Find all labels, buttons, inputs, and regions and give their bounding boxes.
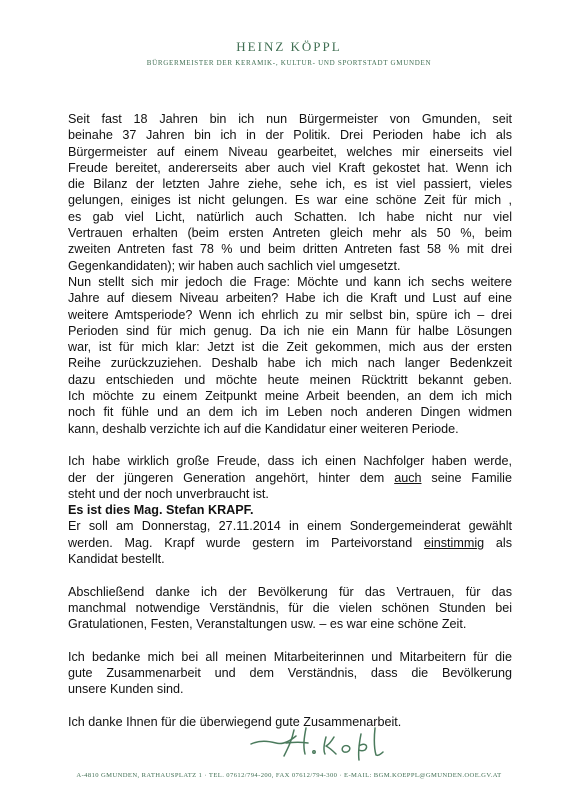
- text-line: Ich möchte zu einem Zeitpunkt meine Arbeit beenden, an dem ich mich: [68, 389, 512, 404]
- text-line: dazu entschieden und möchte heute meinen Rücktritt bekannt geben.: [68, 372, 512, 387]
- text-line: Seit fast 18 Jahren bin ich nun Bürgermeister von Gmunden, seit: [68, 112, 512, 126]
- text-line: Gratulationen, Festen, Veranstaltungen usw. – es war eine schöne Zeit.: [68, 617, 467, 632]
- text-line: Freude bereitet, andererseits aber auch viel Kraft gekostet hat. Wenn ich: [68, 160, 512, 175]
- text-line: die Bilanz der letzten Jahre ziehe, sehe ich, es ist viel passiert, vieles: [68, 177, 512, 192]
- paragraph-5: [68, 649, 512, 698]
- successor-announcement: Es ist dies Mag. Stefan KRAPF.: [68, 503, 254, 518]
- text-line: Ich bedanke mich bei all meinen Mitarbeiterinnen und Mitarbeitern für die: [68, 649, 512, 664]
- letter-body: [68, 111, 512, 730]
- text-line: Ich danke Ihnen für die überwiegend gute Zusammenarbeit.: [68, 714, 402, 729]
- letterhead-name: HEINZ KÖPPL: [236, 39, 342, 54]
- paragraph-2: [68, 274, 512, 437]
- paragraph-3: [68, 453, 512, 567]
- text-line: Ich habe wirklich große Freude, dass ich einen Nachfolger haben werde,: [68, 454, 512, 469]
- text-line: Vertrauen erhalten (beim ersten Antreten gleich mehr als 50 %, beim: [68, 226, 512, 241]
- text-line: kann, deshalb verzichte ich auf die Kandidatur einer weiteren Periode.: [68, 421, 459, 436]
- underlined-word: einstimmig: [423, 535, 485, 550]
- text-line: beinahe 37 Jahren bin ich in der Politik. Drei Perioden habe ich als: [68, 128, 512, 143]
- text-line: der der jüngeren Generation angehört, hinter dem auch seine Familie: [68, 470, 512, 485]
- text-line: Perioden sind für mich genug. Da ich nie ein Mann für halbe Lösungen: [68, 323, 512, 338]
- text-line: werden. Mag. Krapf wurde gestern im Parteivorstand einstimmig als: [68, 535, 512, 550]
- text-line: es gab viel Licht, natürlich auch Schatten. Ich habe nicht nur viel: [68, 209, 512, 224]
- text-line: Kandidat bestellt.: [68, 552, 165, 567]
- letterhead-title: BÜRGERMEISTER DER KERAMIK-, KULTUR- UND SPORTSTADT GMUNDEN: [146, 59, 432, 67]
- text-line: Jahre auf diesem Niveau arbeiten? Habe ich die Kraft und Lust auf eine: [68, 291, 512, 306]
- text-line: Reihe zurückzuziehen. Deshalb habe ich mich nach langer Bedenkzeit: [68, 356, 512, 371]
- text-line: steht und der noch unverbraucht ist.: [68, 486, 269, 501]
- text-line: Abschließend danke ich der Bevölkerung für das Vertrauen, für das: [68, 584, 512, 599]
- text-line: Er soll am Donnerstag, 27.11.2014 in einem Sondergemeinderat gewählt: [68, 519, 512, 534]
- text-line: unsere Kunden sind.: [68, 682, 184, 697]
- text-line: Bürgermeister auf einem Niveau gearbeitet, welches mir einerseits viel: [68, 144, 512, 159]
- paragraph-1: [68, 111, 512, 274]
- text-line: zweiten Antreten fast 78 % und beim dritten Antreten fast 58 % mit drei: [68, 242, 512, 257]
- text-line: gelungen, einiges ist nicht gelungen. Es war eine schöne Zeit für mich ,: [68, 193, 512, 208]
- text-line: Nun stellt sich mir jedoch die Frage: Möchte und kann ich sechs weitere: [68, 274, 512, 289]
- text-line: weitere Amtsperiode? Wenn ich ehrlich zu mir selbst bin, spüre ich – drei: [68, 307, 512, 322]
- underlined-word: auch: [394, 470, 422, 485]
- text-line: manchmal notwendige Verständnis, für die vielen schönen Stunden bei: [68, 600, 512, 615]
- footer-address: A-4810 GMUNDEN, RATHAUSPLATZ 1 · TEL. 07612/794-200, FAX 07612/794-300 · E-MAIL: BGM.KOEPPL@GMUNDEN.OOE.GV.AT: [76, 772, 502, 779]
- text-line: Gegenkandidaten); wir haben auch sachlich viel umgesetzt.: [68, 258, 401, 273]
- text-line: war, ist für mich klar: Jetzt ist die Zeit gekommen, mich aus der ersten: [68, 340, 512, 355]
- text-line: gute Zusammenarbeit und dem Verständnis, dass die Bevölkerung: [68, 666, 512, 681]
- text-line: noch fit fühle und an dem ich im Leben noch anderen Dingen widmen: [68, 405, 512, 420]
- handwritten-signature: [248, 722, 388, 762]
- paragraph-4: [68, 584, 512, 633]
